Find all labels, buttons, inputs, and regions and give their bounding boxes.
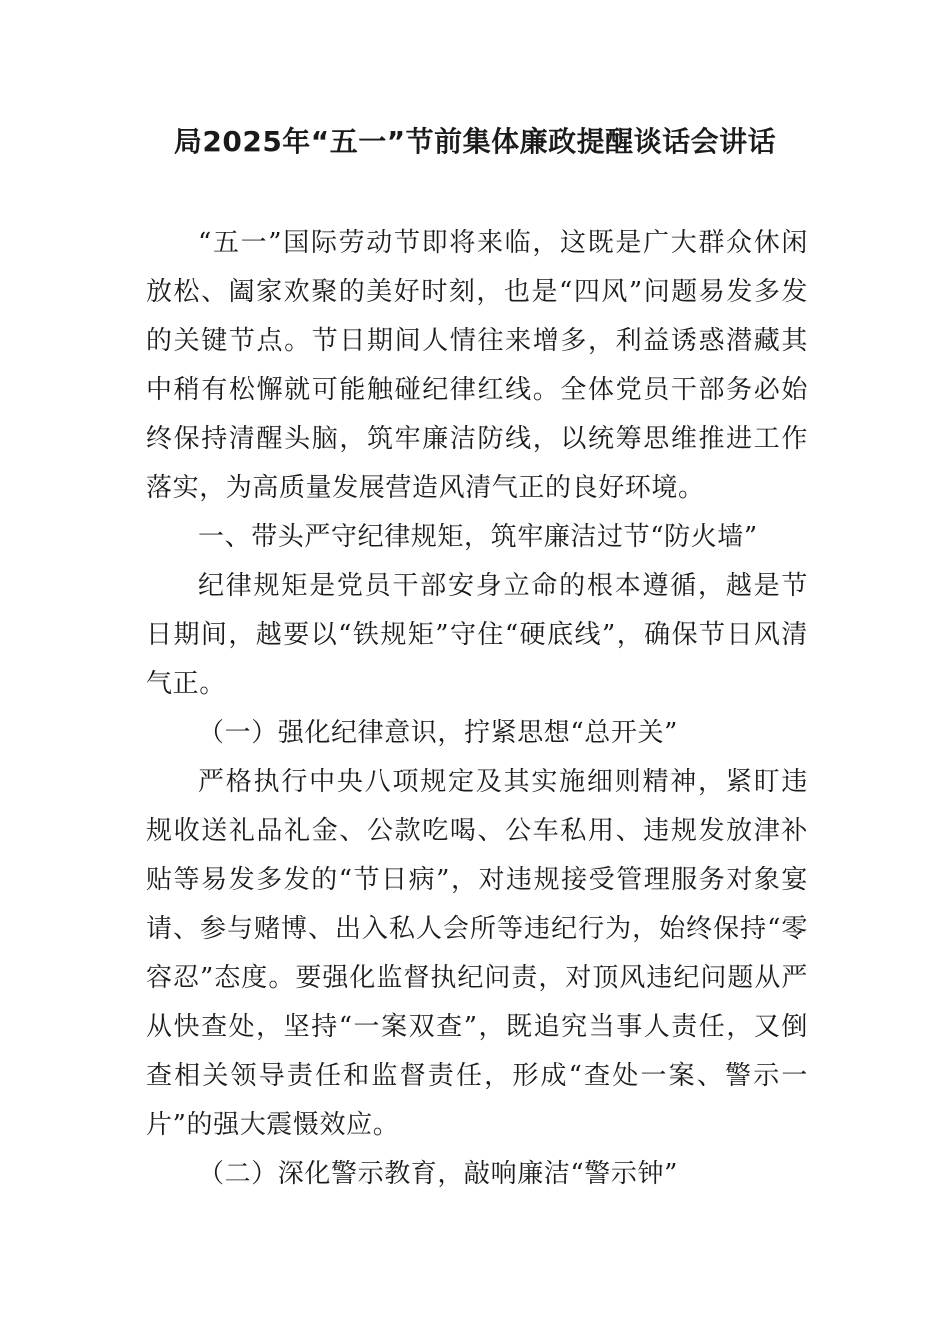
section-heading-1: 一、带头严守纪律规矩，筑牢廉洁过节“防火墙” xyxy=(198,522,758,552)
subsection-paragraph-1: 严格执行中央八项规定及其实施细则精神，紧盯违规收送礼品礼金、公款吃喝、公车私用、违规发放津补贴等易发多发的“节日病”，对违规接受管理服务对象宴请、参与赌博、出入私人会所等违纪行为，始终保持“零容忍”态度。要强化监督执纪问责，对顶风违纪问题从严从快查处，坚持“一案双查”，既追究当事人责任，又倒查相关领导责任和监督责任，形成“查处一案、警示一片”的强大震慑效应。 xyxy=(146,767,808,1140)
section-paragraph-1: 纪律规矩是党员干部安身立命的根本遵循，越是节日期间，越要以“铁规矩”守住“硬底线”，确保节日风清气正。 xyxy=(146,571,808,699)
subsection-heading-2: （二）深化警示教育，敲响廉洁“警示钟” xyxy=(198,1159,678,1189)
subsection-heading-1: （一）强化纪律意识，拧紧思想“总开关” xyxy=(198,718,678,748)
document-title: 局2025年“五一”节前集体廉政提醒谈话会讲话 xyxy=(173,125,777,158)
intro-paragraph: “五一”国际劳动节即将来临，这既是广大群众休闲放松、阖家欢聚的美好时刻，也是“四风”问题易发多发的关键节点。节日期间人情往来增多，利益诱惑潜藏其中稍有松懈就可能触碰纪律红线。全体党员干部务必始终保持清醒头脑，筑牢廉洁防线，以统筹思维推进工作落实，为高质量发展营造风清气正的良好环境。 xyxy=(146,228,808,503)
document-body xyxy=(146,219,808,1199)
